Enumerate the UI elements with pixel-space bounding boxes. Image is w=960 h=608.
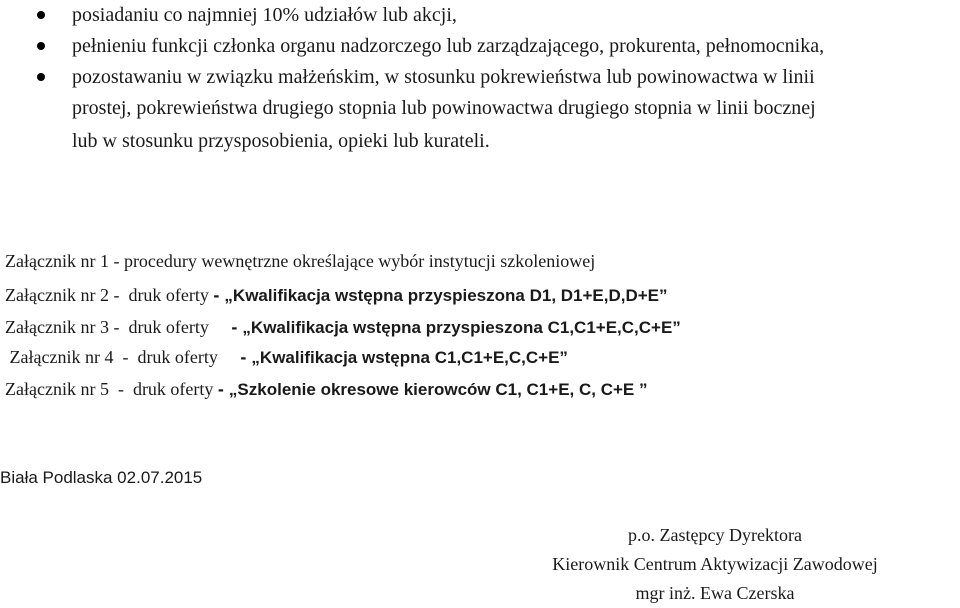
attachment-dash: - [231, 317, 243, 337]
attachment-label: Załącznik nr 2 - druk oferty [5, 285, 214, 305]
attachment-dash: - [217, 379, 229, 399]
attachment-title: „Kwalifikacja wstępna C1,C1+E,C,C+E” [251, 348, 568, 367]
attachment-label: Załącznik nr 4 - druk oferty [5, 347, 241, 367]
attachment-label: Załącznik nr 3 - druk oferty [5, 317, 232, 337]
list-item: posiadaniu co najmniej 10% udziałów lub akcji, [72, 4, 457, 26]
attachment-3 [5, 315, 681, 340]
signature-role: Kierownik Centrum Aktywizacji Zawodowej [552, 554, 878, 574]
attachment-label: Załącznik nr 1 - procedury wewnętrzne określające wybór instytucji szkoleniowej [5, 251, 596, 271]
attachment-title: „Kwalifikacja wstępna przyspieszona D1, D1+E,D,D+E” [224, 286, 668, 305]
signature-position: p.o. Zastępcy Dyrektora [628, 525, 802, 545]
list-item-continuation: lub w stosunku przysposobienia, opieki lub kurateli. [72, 130, 490, 152]
list-item-continuation: prostej, pokrewieństwa drugiego stopnia lub powinowactwa drugiego stopnia w linii bocznej [72, 97, 816, 119]
list-item: pozostawaniu w związku małżeńskim, w stosunku pokrewieństwa lub powinowactwa w linii [72, 66, 815, 88]
attachment-1 [5, 249, 595, 273]
attachment-title: „Szkolenie okresowe kierowców C1, C1+E, C, C+E ” [228, 380, 648, 399]
attachment-2 [5, 283, 668, 308]
place-and-date: Biała Podlaska 02.07.2015 [0, 468, 203, 487]
attachment-dash: - [213, 285, 225, 305]
list-item: pełnieniu funkcji członka organu nadzorczego lub zarządzającego, prokurenta, pełnomocnika, [72, 35, 825, 57]
attachment-dash: - [240, 347, 252, 367]
signature-name: mgr inż. Ewa Czerska [635, 583, 795, 603]
attachment-4 [5, 345, 568, 370]
attachment-label: Załącznik nr 5 - druk oferty [5, 379, 218, 399]
attachment-title: „Kwalifikacja wstępna przyspieszona C1,C1+E,C,C+E” [242, 318, 681, 337]
attachment-5 [5, 377, 647, 402]
bullet-marker [37, 73, 45, 81]
bullet-marker [37, 11, 45, 19]
bullet-marker [37, 42, 45, 50]
signature-block [520, 521, 910, 608]
